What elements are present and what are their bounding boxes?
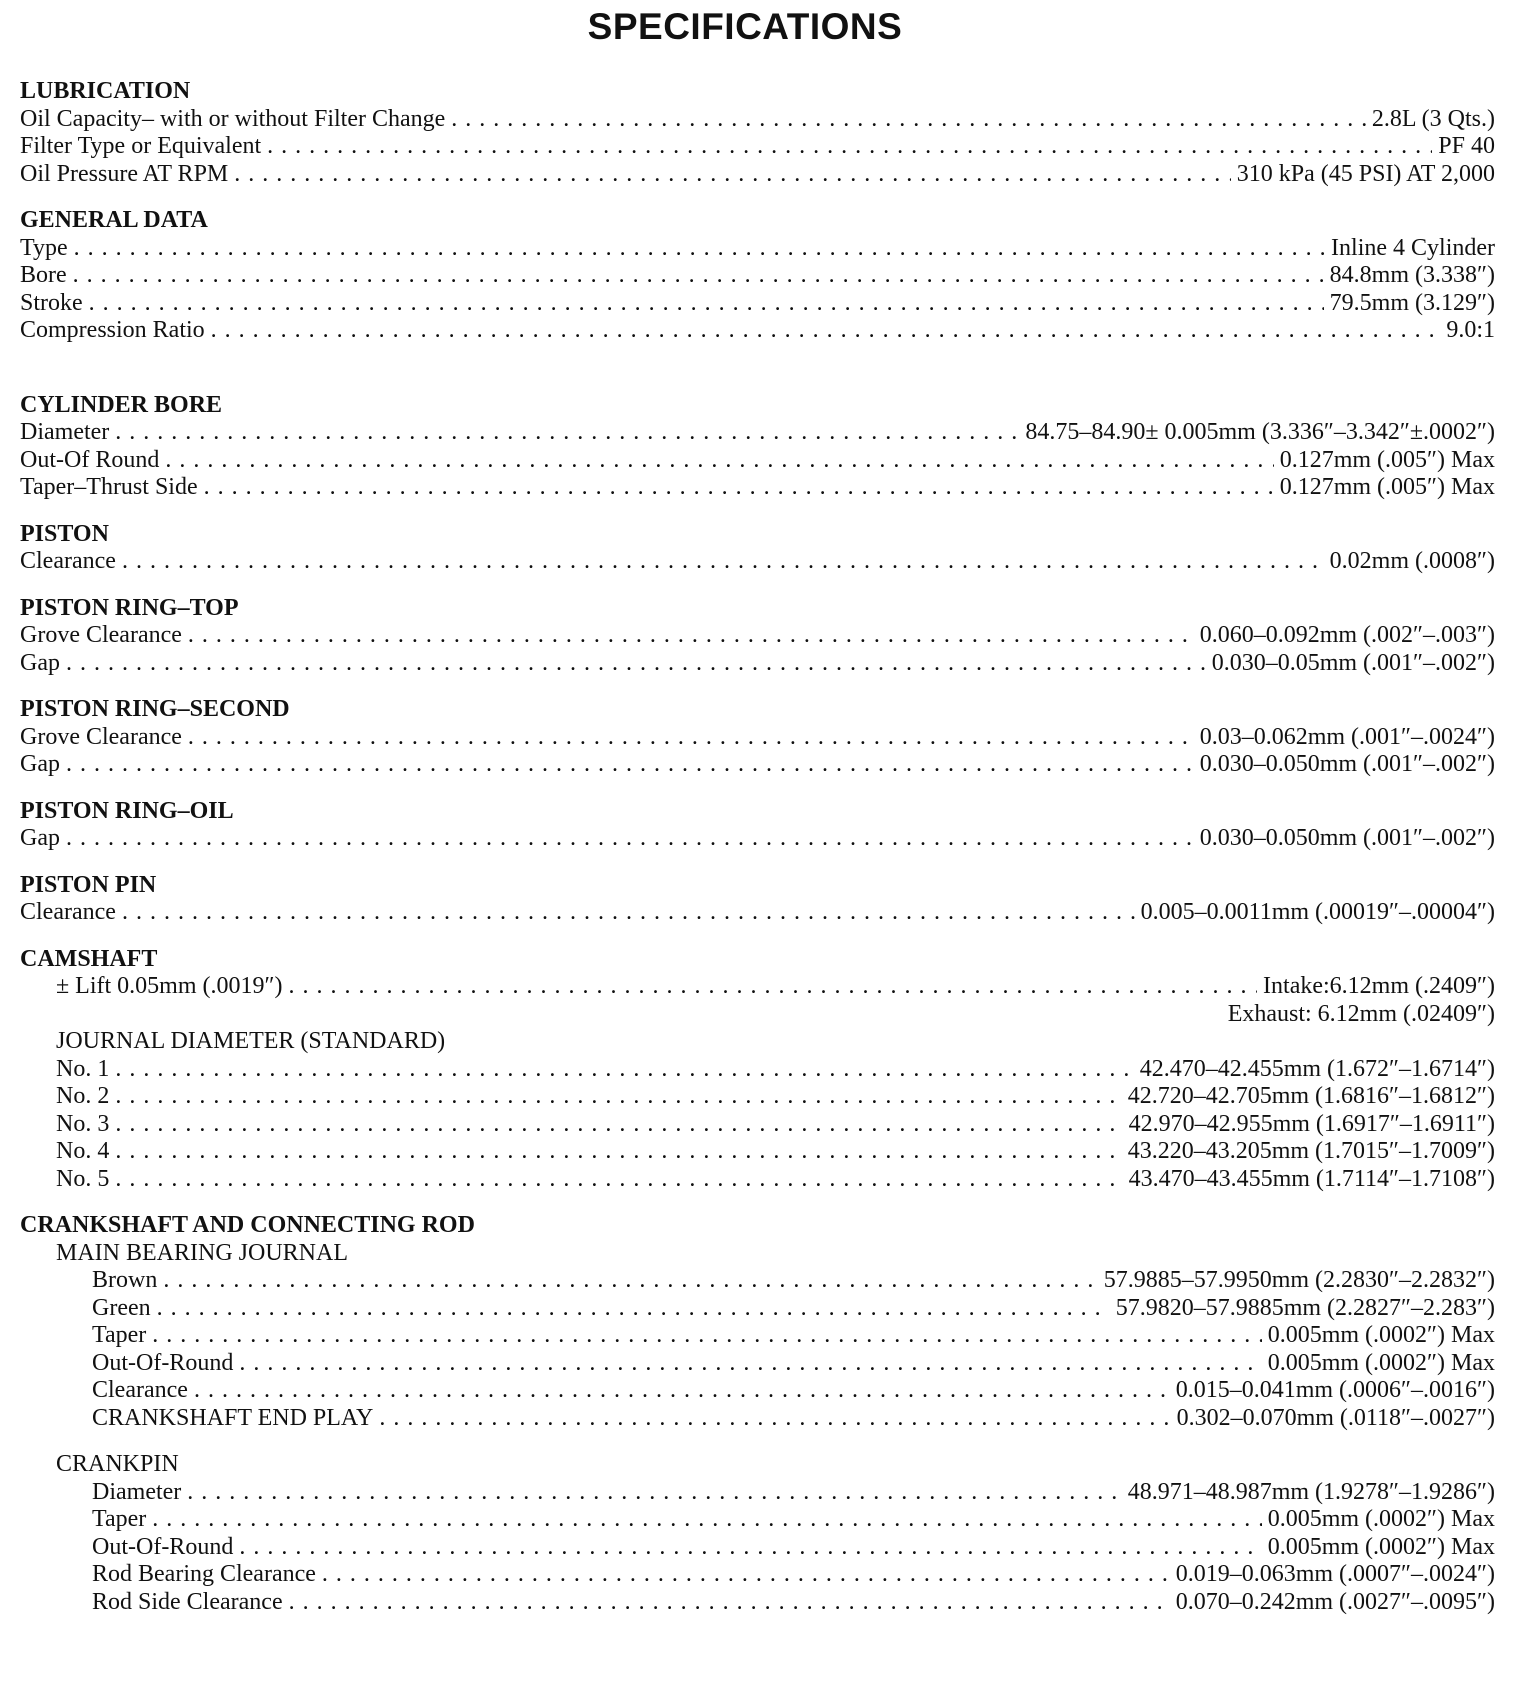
dot-leader bbox=[211, 317, 1441, 345]
dot-leader bbox=[152, 1322, 1261, 1350]
spec-value: Exhaust: 6.12mm (.02409″) bbox=[1227, 1000, 1495, 1027]
dot-leader bbox=[451, 106, 1366, 134]
spec-row bbox=[20, 235, 1495, 263]
spec-label: No. 1 bbox=[56, 1055, 110, 1082]
dot-leader bbox=[122, 899, 1135, 927]
dot-leader bbox=[66, 650, 1206, 678]
spec-value: 0.070–0.242mm (.0027″–.0095″) bbox=[1175, 1588, 1495, 1615]
dot-leader bbox=[163, 1267, 1097, 1295]
spec-row bbox=[20, 1350, 1495, 1378]
spec-value: 42.470–42.455mm (1.672″–1.6714″) bbox=[1139, 1055, 1495, 1082]
spec-row bbox=[20, 622, 1495, 650]
spec-label: Diameter bbox=[92, 1478, 182, 1505]
section-heading: PISTON PIN bbox=[20, 871, 157, 898]
spec-label: Oil Pressure AT RPM bbox=[20, 160, 229, 187]
spec-value: 43.470–43.455mm (1.7114″–1.7108″) bbox=[1128, 1165, 1495, 1192]
spec-value: 0.005mm (.0002″) Max bbox=[1267, 1533, 1495, 1560]
spec-row bbox=[20, 1267, 1495, 1295]
spec-value: 0.060–0.092mm (.002″–.003″) bbox=[1199, 622, 1495, 648]
spec-label: Rod Bearing Clearance bbox=[92, 1561, 316, 1587]
section-heading: PISTON RING–SECOND bbox=[20, 696, 290, 722]
dot-leader bbox=[234, 161, 1230, 189]
dot-leader bbox=[239, 1534, 1261, 1562]
subheading: JOURNAL DIAMETER (STANDARD) bbox=[56, 1028, 446, 1054]
spec-value: 84.8mm (3.338″) bbox=[1329, 262, 1495, 288]
spec-row bbox=[20, 1166, 1495, 1194]
dot-leader bbox=[73, 262, 1324, 290]
spec-value: 42.720–42.705mm (1.6816″–1.6812″) bbox=[1127, 1083, 1495, 1109]
section-heading: PISTON RING–OIL bbox=[20, 797, 234, 824]
section-heading: GENERAL DATA bbox=[20, 207, 208, 233]
spec-label: No. 5 bbox=[56, 1165, 110, 1192]
spec-label: Filter Type or Equivalent bbox=[20, 133, 262, 159]
spec-value: 0.005mm (.0002″) Max bbox=[1267, 1322, 1495, 1348]
spec-row bbox=[20, 1138, 1495, 1166]
dot-leader bbox=[115, 1166, 1122, 1194]
dot-leader bbox=[204, 474, 1274, 502]
section-heading: LUBRICATION bbox=[20, 78, 191, 104]
spec-label: CRANKSHAFT END PLAY bbox=[92, 1404, 374, 1431]
spec-value: 0.127mm (.005″) Max bbox=[1279, 474, 1495, 500]
spec-row bbox=[20, 1295, 1495, 1323]
spec-row bbox=[20, 317, 1495, 345]
spec-value: Intake:6.12mm (.2409″) bbox=[1263, 973, 1495, 999]
dot-leader bbox=[188, 724, 1194, 752]
spec-label: Brown bbox=[92, 1267, 158, 1293]
spec-label: Gap bbox=[20, 825, 60, 851]
spec-row bbox=[20, 262, 1495, 290]
spec-label: No. 3 bbox=[56, 1110, 110, 1137]
dot-leader bbox=[289, 1589, 1170, 1617]
spec-row bbox=[20, 1111, 1495, 1139]
spec-row bbox=[20, 1001, 1495, 1029]
spec-value: 0.005–0.0011mm (.00019″–.00004″) bbox=[1140, 899, 1495, 925]
section-piston bbox=[20, 521, 1495, 576]
spec-row bbox=[20, 1506, 1495, 1534]
spec-value: 0.030–0.05mm (.001″–.002″) bbox=[1211, 649, 1495, 676]
dot-leader bbox=[194, 1377, 1170, 1405]
spec-label: Rod Side Clearance bbox=[92, 1588, 283, 1615]
spec-label: Type bbox=[20, 234, 68, 261]
section-cylinder-bore bbox=[20, 392, 1495, 502]
section-heading: CRANKSHAFT AND CONNECTING ROD bbox=[20, 1212, 475, 1238]
spec-value: 9.0:1 bbox=[1446, 317, 1495, 343]
spec-value: 57.9885–57.9950mm (2.2830″–2.2832″) bbox=[1103, 1267, 1495, 1293]
dot-leader bbox=[115, 1111, 1122, 1139]
spec-row bbox=[20, 161, 1495, 189]
section-lubrication bbox=[20, 78, 1495, 188]
spec-row bbox=[20, 1405, 1495, 1433]
dot-leader bbox=[288, 973, 1257, 1001]
section-heading: PISTON bbox=[20, 520, 109, 547]
section-piston-pin bbox=[20, 872, 1495, 927]
dot-leader bbox=[239, 1350, 1261, 1378]
spec-value: 84.75–84.90± 0.005mm (3.336″–3.342″±.0002″) bbox=[1025, 419, 1495, 445]
spec-label: Clearance bbox=[92, 1377, 188, 1403]
spec-value: 0.03–0.062mm (.001″–.0024″) bbox=[1199, 723, 1495, 750]
spec-label: Green bbox=[92, 1294, 151, 1321]
spec-row bbox=[20, 1056, 1495, 1084]
section-piston-ring-oil bbox=[20, 798, 1495, 853]
spec-value: 0.030–0.050mm (.001″–.002″) bbox=[1199, 825, 1495, 851]
spec-value: Inline 4 Cylinder bbox=[1331, 234, 1495, 261]
spec-label: Gap bbox=[20, 649, 60, 676]
spec-row bbox=[20, 825, 1495, 853]
spec-row bbox=[20, 290, 1495, 318]
spec-value: 0.127mm (.005″) Max bbox=[1279, 446, 1495, 473]
spec-row bbox=[20, 548, 1495, 576]
dot-leader bbox=[115, 419, 1019, 447]
spec-label: Grove Clearance bbox=[20, 622, 182, 648]
dot-leader bbox=[115, 1083, 1121, 1111]
dot-leader bbox=[115, 1056, 1133, 1084]
spec-row bbox=[20, 447, 1495, 475]
spec-label: Taper–Thrust Side bbox=[20, 474, 198, 500]
spec-value: 0.02mm (.0008″) bbox=[1329, 548, 1495, 574]
subheading: MAIN BEARING JOURNAL bbox=[56, 1239, 348, 1266]
page-title: SPECIFICATIONS bbox=[587, 6, 903, 47]
spec-row bbox=[20, 724, 1495, 752]
dot-leader bbox=[66, 751, 1194, 779]
spec-row bbox=[20, 1377, 1495, 1405]
spec-value: 2.8L (3 Qts.) bbox=[1371, 105, 1495, 132]
dot-leader bbox=[379, 1405, 1170, 1433]
spec-row bbox=[20, 751, 1495, 779]
dot-leader bbox=[89, 290, 1324, 318]
spec-label: No. 2 bbox=[56, 1083, 110, 1109]
spec-row bbox=[20, 1534, 1495, 1562]
spec-value: 0.005mm (.0002″) Max bbox=[1267, 1349, 1495, 1376]
dot-leader bbox=[74, 235, 1325, 263]
section-heading: CYLINDER BORE bbox=[20, 391, 223, 418]
section-heading: CAMSHAFT bbox=[20, 945, 158, 972]
spec-value: 48.971–48.987mm (1.9278″–1.9286″) bbox=[1127, 1478, 1495, 1505]
spec-value: 43.220–43.205mm (1.7015″–1.7009″) bbox=[1127, 1138, 1495, 1164]
spec-value: 310 kPa (45 PSI) AT 2,000 bbox=[1236, 160, 1495, 187]
spec-label: Oil Capacity– with or without Filter Change bbox=[20, 105, 446, 132]
spec-row bbox=[20, 1589, 1495, 1617]
section-camshaft bbox=[20, 946, 1495, 1194]
spec-row bbox=[20, 650, 1495, 678]
spec-label: ± Lift 0.05mm (.0019″) bbox=[56, 973, 283, 999]
section-general-data bbox=[20, 207, 1495, 345]
spec-label: Gap bbox=[20, 751, 60, 777]
spec-label: Out-Of Round bbox=[20, 446, 160, 473]
dot-leader bbox=[66, 825, 1194, 853]
spec-row bbox=[20, 973, 1495, 1001]
spec-label: Diameter bbox=[20, 419, 110, 445]
dot-leader bbox=[152, 1506, 1261, 1534]
section-heading: PISTON RING–TOP bbox=[20, 594, 239, 621]
spec-row bbox=[20, 1561, 1495, 1589]
dot-leader bbox=[187, 1479, 1121, 1507]
dot-leader bbox=[267, 133, 1432, 161]
subheading: CRANKPIN bbox=[56, 1451, 179, 1477]
dot-leader bbox=[157, 1295, 1110, 1323]
spec-label: No. 4 bbox=[56, 1138, 110, 1164]
dot-leader bbox=[165, 447, 1273, 475]
spec-row bbox=[20, 133, 1495, 161]
spec-label: Out-Of-Round bbox=[92, 1349, 234, 1376]
spec-value: 0.005mm (.0002″) Max bbox=[1267, 1506, 1495, 1532]
spec-row bbox=[20, 1322, 1495, 1350]
spec-value: 42.970–42.955mm (1.6917″–1.6911″) bbox=[1128, 1110, 1495, 1137]
spec-value: 0.015–0.041mm (.0006″–.0016″) bbox=[1175, 1377, 1495, 1403]
spec-label: Grove Clearance bbox=[20, 723, 182, 750]
spec-label: Clearance bbox=[20, 899, 116, 925]
spec-value: 0.019–0.063mm (.0007″–.0024″) bbox=[1175, 1561, 1495, 1587]
spec-value: 0.302–0.070mm (.0118″–.0027″) bbox=[1176, 1404, 1495, 1431]
spec-row bbox=[20, 106, 1495, 134]
spec-label: Out-Of-Round bbox=[92, 1533, 234, 1560]
section-crankshaft bbox=[20, 1212, 1495, 1616]
spec-row bbox=[20, 1083, 1495, 1111]
section-piston-ring-second bbox=[20, 696, 1495, 779]
section-piston-ring-top bbox=[20, 595, 1495, 678]
spec-label: Taper bbox=[92, 1322, 147, 1348]
specifications-document bbox=[20, 78, 1495, 1616]
dot-leader bbox=[122, 548, 1324, 576]
dot-leader bbox=[322, 1561, 1170, 1589]
spec-value: PF 40 bbox=[1438, 133, 1495, 159]
spec-row bbox=[20, 899, 1495, 927]
spec-label: Clearance bbox=[20, 548, 116, 574]
dot-leader bbox=[188, 622, 1194, 650]
spec-label: Bore bbox=[20, 262, 67, 288]
spec-label: Taper bbox=[92, 1506, 147, 1532]
spec-value: 79.5mm (3.129″) bbox=[1329, 289, 1495, 316]
spec-label: Stroke bbox=[20, 289, 83, 316]
dot-leader bbox=[115, 1138, 1121, 1166]
spec-row bbox=[20, 419, 1495, 447]
spec-label: Compression Ratio bbox=[20, 317, 205, 343]
spec-value: 57.9820–57.9885mm (2.2827″–2.283″) bbox=[1115, 1294, 1495, 1321]
spec-value: 0.030–0.050mm (.001″–.002″) bbox=[1199, 751, 1495, 777]
spec-row bbox=[20, 1479, 1495, 1507]
spec-row bbox=[20, 474, 1495, 502]
